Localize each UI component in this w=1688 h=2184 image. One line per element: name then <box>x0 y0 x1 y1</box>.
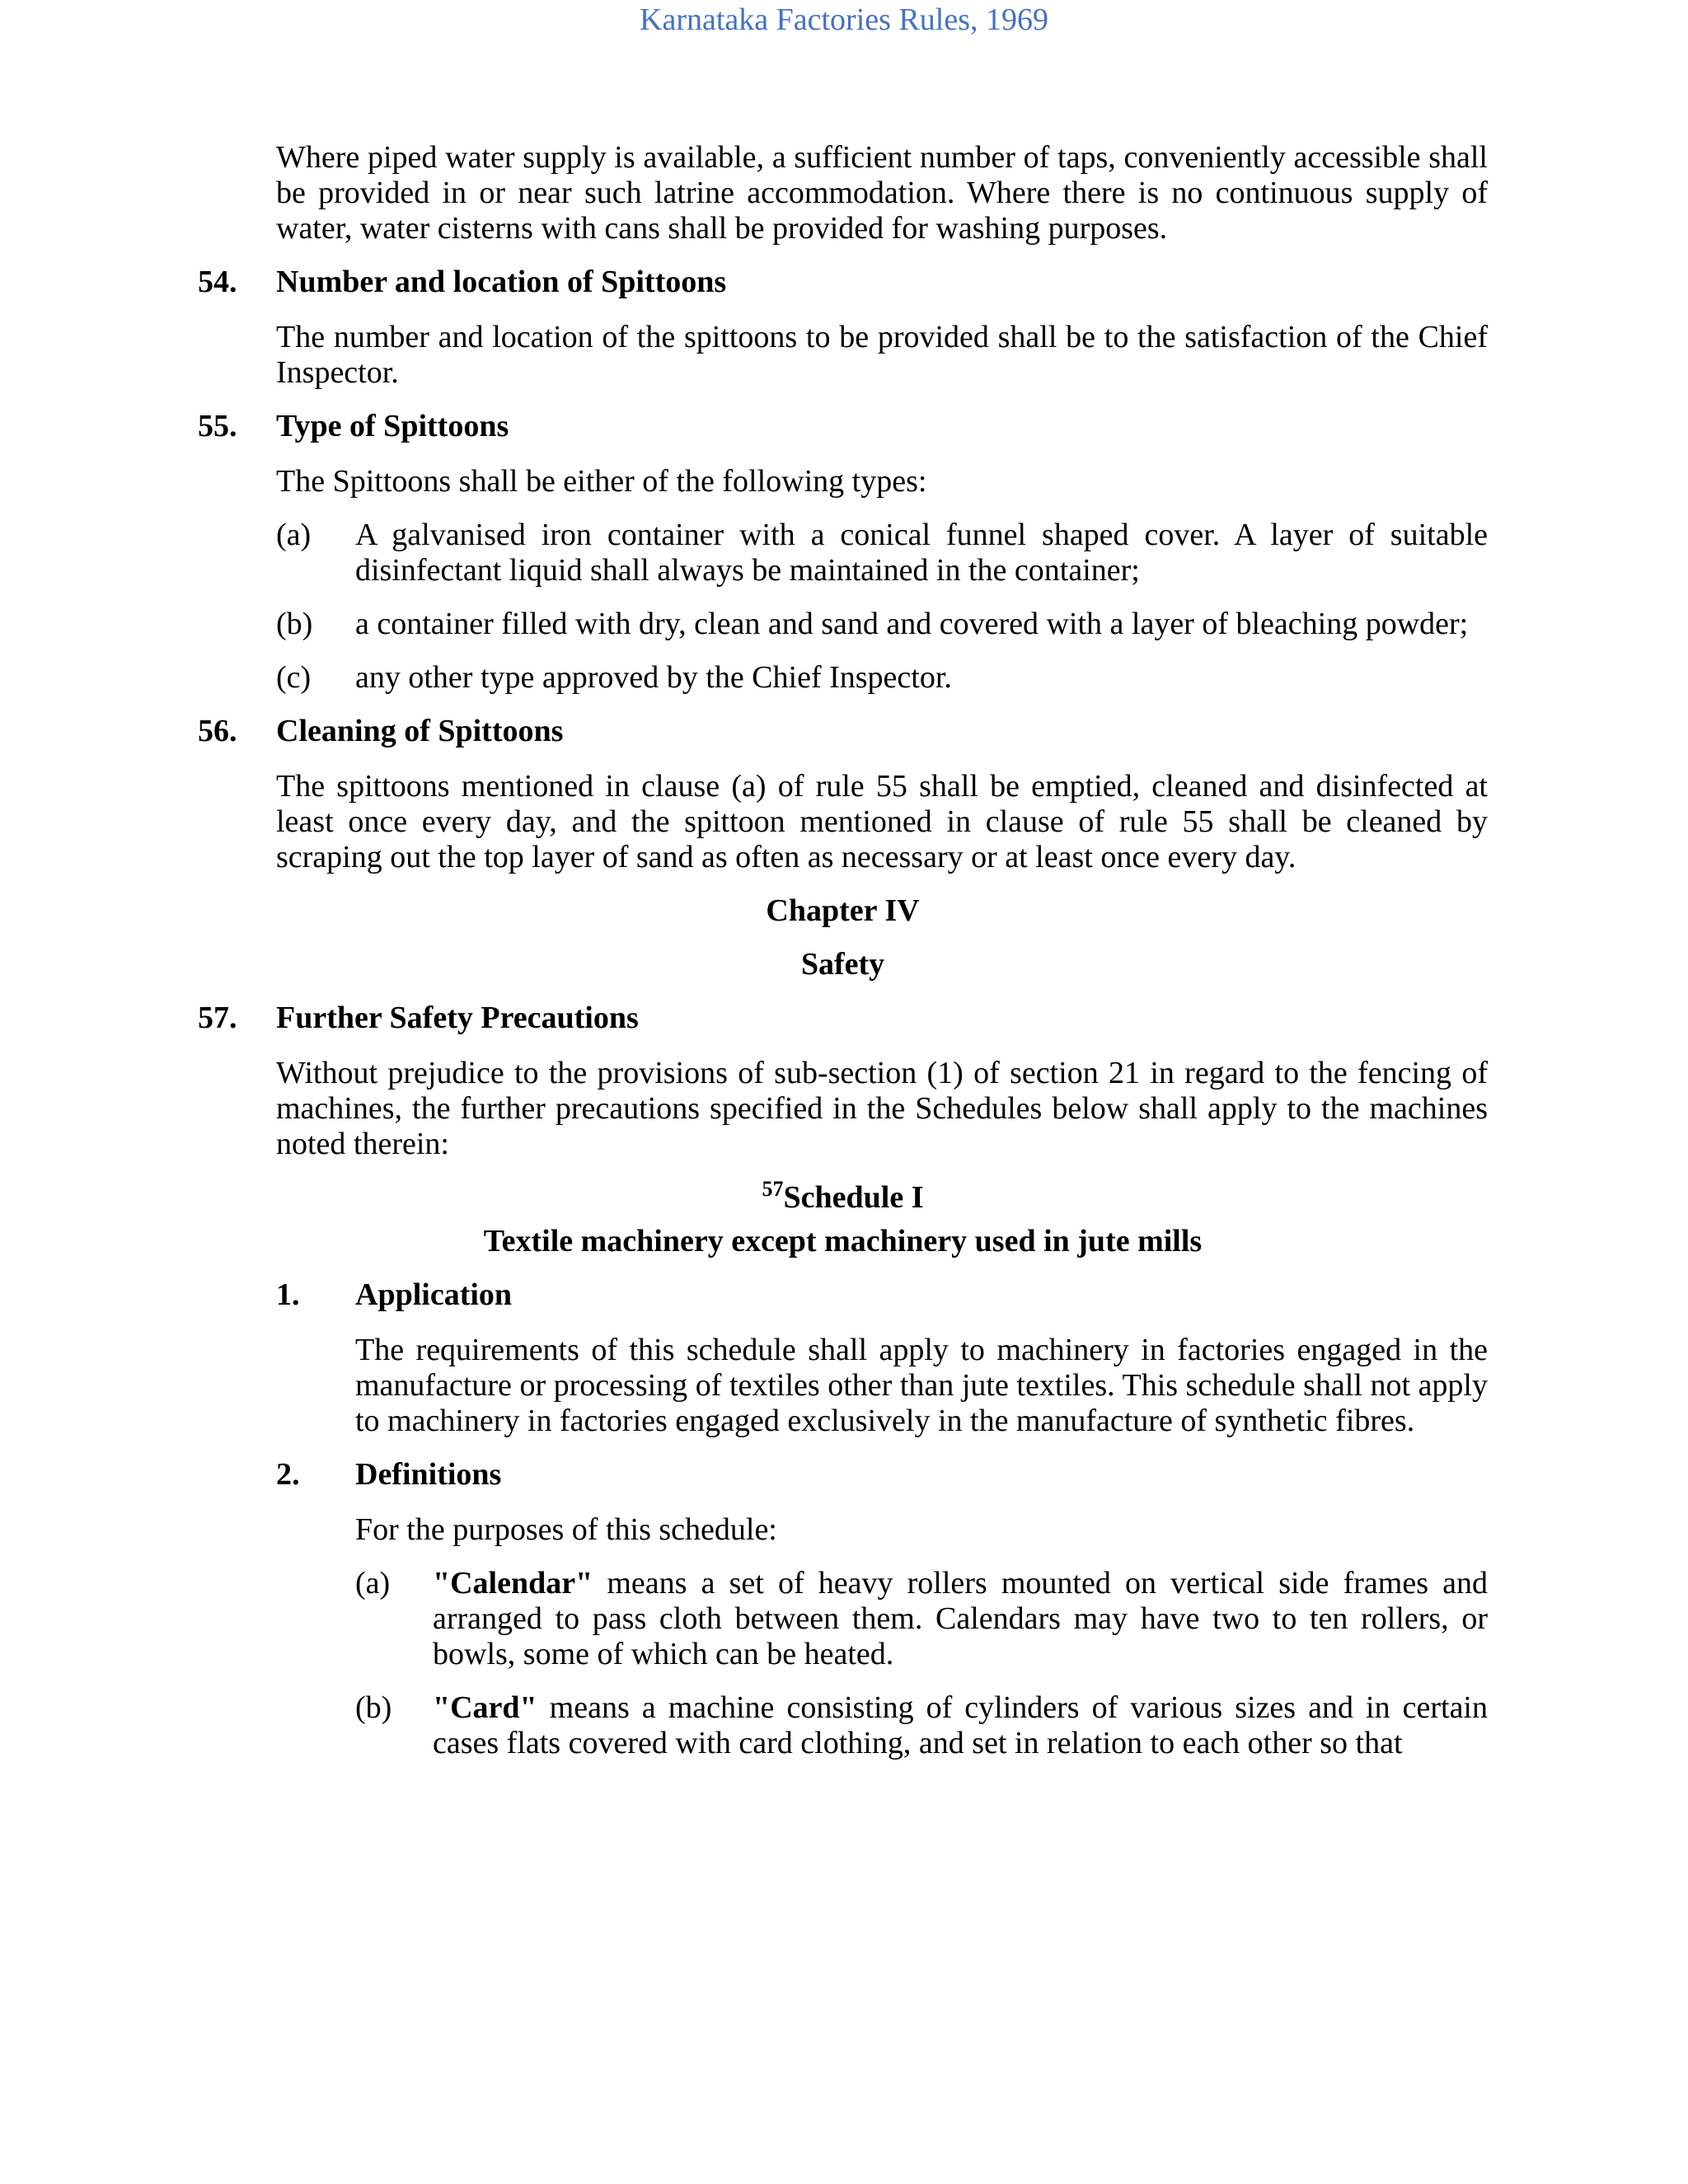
item-text: A galvanised iron container with a conical funnel shaped cover. A layer of suitable disinfectant liquid shall always be maintained in the container; <box>355 518 1488 588</box>
schedule-label <box>198 1177 1488 1216</box>
section-1-heading <box>276 1277 1488 1313</box>
section-title: Application <box>355 1277 513 1312</box>
document-page <box>198 140 1488 1779</box>
definition-body: means a set of heavy rollers mounted on vertical side frames and arranged to pass cloth between them. Calendars may have two to ten rollers, or bowls, some of which can be heated. <box>433 1566 1488 1671</box>
rule-57-body: Without prejudice to the provisions of sub-section (1) of section 21 in regard to the fencing of machines, the further precautions specified in the Schedules below shall apply to the machines noted therein: <box>276 1056 1488 1161</box>
running-header: Karnataka Factories Rules, 1969 <box>640 2 1048 37</box>
section-number: 2. <box>276 1457 300 1492</box>
rule-number: 55. <box>198 409 237 443</box>
section-1-body: The requirements of this schedule shall apply to machinery in factories engaged in the manufacture or processing of textiles other than jute textiles. This schedule shall not apply to machinery in factories engaged exclusively in the manufacture of synthetic fibres. <box>355 1333 1488 1438</box>
rule-56-heading <box>198 714 1488 749</box>
schedule-title: Textile machinery except machinery used in jute mills <box>483 1224 1203 1258</box>
rule-number: 56. <box>198 714 237 748</box>
rule-title: Number and location of Spittoons <box>276 265 727 299</box>
rule-title: Cleaning of Spittoons <box>276 714 564 748</box>
footnote-reference[interactable]: 57 <box>762 1177 784 1201</box>
definition-text <box>433 1690 1488 1761</box>
defined-term: "Calendar" <box>433 1566 593 1601</box>
item-label: (c) <box>276 660 312 695</box>
defined-term: "Card" <box>433 1690 537 1725</box>
item-text: any other type approved by the Chief Inspector. <box>355 660 952 695</box>
intro-paragraph: Where piped water supply is available, a sufficient number of taps, conveniently accessible shall be provided in or near such latrine accommodation. Where there is no continuous supply of water, water cisterns with cans shall be provided for washing purposes. <box>276 140 1488 246</box>
schedule-label-text: Schedule I <box>783 1180 924 1215</box>
rule-56-body: The spittoons mentioned in clause (a) of rule 55 shall be emptied, cleaned and disinfected at least once every day, and the spittoon mentioned in clause of rule 55 shall be cleaned by scraping out the top layer of sand as often as necessary or at least once every day. <box>276 769 1488 874</box>
list-item <box>276 518 1488 588</box>
definition-item <box>355 1566 1488 1672</box>
definition-body: means a machine consisting of cylinders of various sizes and in certain cases flats covered with card clothing, and set in relation to each other so that <box>433 1690 1488 1760</box>
rule-54-body: The number and location of the spittoons to be provided shall be to the satisfaction of the Chief Inspector. <box>276 320 1488 390</box>
definition-text <box>433 1566 1488 1672</box>
item-label: (a) <box>355 1566 391 1601</box>
section-2-body: For the purposes of this schedule: <box>355 1512 777 1547</box>
item-label: (a) <box>276 518 312 552</box>
rule-55-heading <box>198 409 1488 444</box>
rule-title: Type of Spittoons <box>276 409 509 443</box>
definition-item <box>355 1690 1488 1761</box>
item-text: a container filled with dry, clean and sand and covered with a layer of bleaching powder; <box>355 607 1469 641</box>
rule-55-body: The Spittoons shall be either of the following types: <box>276 464 927 499</box>
item-label: (b) <box>355 1690 392 1725</box>
rule-number: 54. <box>198 265 237 299</box>
chapter-title: Safety <box>800 947 885 982</box>
list-item <box>276 660 1488 696</box>
rule-54-heading <box>198 265 1488 300</box>
chapter-label: Chapter IV <box>766 893 920 928</box>
rule-number: 57. <box>198 1001 237 1035</box>
section-title: Definitions <box>355 1457 502 1492</box>
list-item <box>276 607 1488 642</box>
rule-title: Further Safety Precautions <box>276 1001 639 1035</box>
rule-57-heading <box>198 1001 1488 1036</box>
item-label: (b) <box>276 607 313 641</box>
section-number: 1. <box>276 1277 300 1312</box>
section-2-heading <box>276 1457 1488 1493</box>
